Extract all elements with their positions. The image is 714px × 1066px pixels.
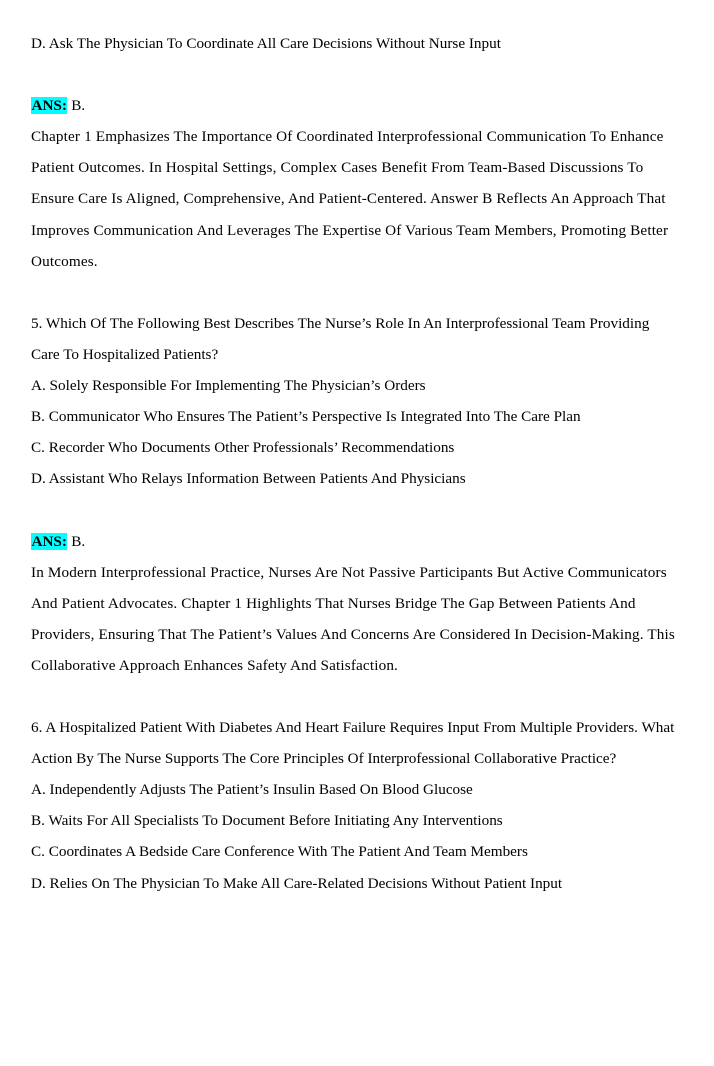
spacer: [31, 277, 679, 308]
q5-answer: [31, 526, 679, 557]
answer-label-highlight: ANS:: [31, 532, 67, 550]
question-6-stem: 6. A Hospitalized Patient With Diabetes And Heart Failure Requires Input From Multiple Providers. What Action By The Nurse Supports The Core Principles Of Interprofessional Collaborative Practice?: [31, 719, 675, 768]
q5-option-a: A. Solely Responsible For Implementing The Physician’s Orders: [31, 377, 426, 395]
q4-rationale: Chapter 1 Emphasizes The Importance Of Coordinated Interprofessional Communication To Enhance Patient Outcomes. In Hospital Settings, Complex Cases Benefit From Team-Based Discussions To Ensure Care Is Aligned, Comprehensive, And Patient-Centered. Answer B Reflects An Approach That Improves Communication And Leverages The Expertise Of Various Team Members, Promoting Better Outcomes.: [31, 128, 669, 270]
answer-value: B.: [71, 532, 86, 550]
answer-value: B.: [71, 97, 86, 115]
q6-option-d: D. Relies On The Physician To Make All Care-Related Decisions Without Patient Input: [31, 874, 563, 892]
question-5-stem: 5. Which Of The Following Best Describes The Nurse’s Role In An Interprofessional Team Providing Care To Hospitalized Patients?: [31, 314, 650, 363]
spacer: [31, 59, 679, 90]
q5-option-c: C. Recorder Who Documents Other Professionals’ Recommendations: [31, 439, 455, 457]
answer-label-highlight: ANS:: [31, 97, 67, 115]
spacer: [31, 494, 679, 525]
q6-option-a: A. Independently Adjusts The Patient’s Insulin Based On Blood Glucose: [31, 781, 473, 799]
spacer: [31, 681, 679, 712]
document-text-body: [31, 28, 679, 899]
q5-rationale: In Modern Interprofessional Practice, Nurses Are Not Passive Participants But Active Communicators And Patient Advocates. Chapter 1 Highlights That Nurses Bridge The Gap Between Patients And Providers, Ensuring That The Patient’s Values And Concerns Are Considered In Decision-Making. This Collaborative Approach Enhances Safety And Satisfaction.: [31, 563, 675, 674]
q4-answer: [31, 90, 679, 121]
q6-option-b: B. Waits For All Specialists To Document Before Initiating Any Interventions: [31, 812, 503, 830]
q5-option-d: D. Assistant Who Relays Information Between Patients And Physicians: [31, 470, 466, 488]
q4-option-d: D. Ask The Physician To Coordinate All Care Decisions Without Nurse Input: [31, 35, 501, 52]
q5-option-b: B. Communicator Who Ensures The Patient’s Perspective Is Integrated Into The Care Plan: [31, 408, 581, 426]
q6-option-c: C. Coordinates A Bedside Care Conference With The Patient And Team Members: [31, 843, 528, 861]
